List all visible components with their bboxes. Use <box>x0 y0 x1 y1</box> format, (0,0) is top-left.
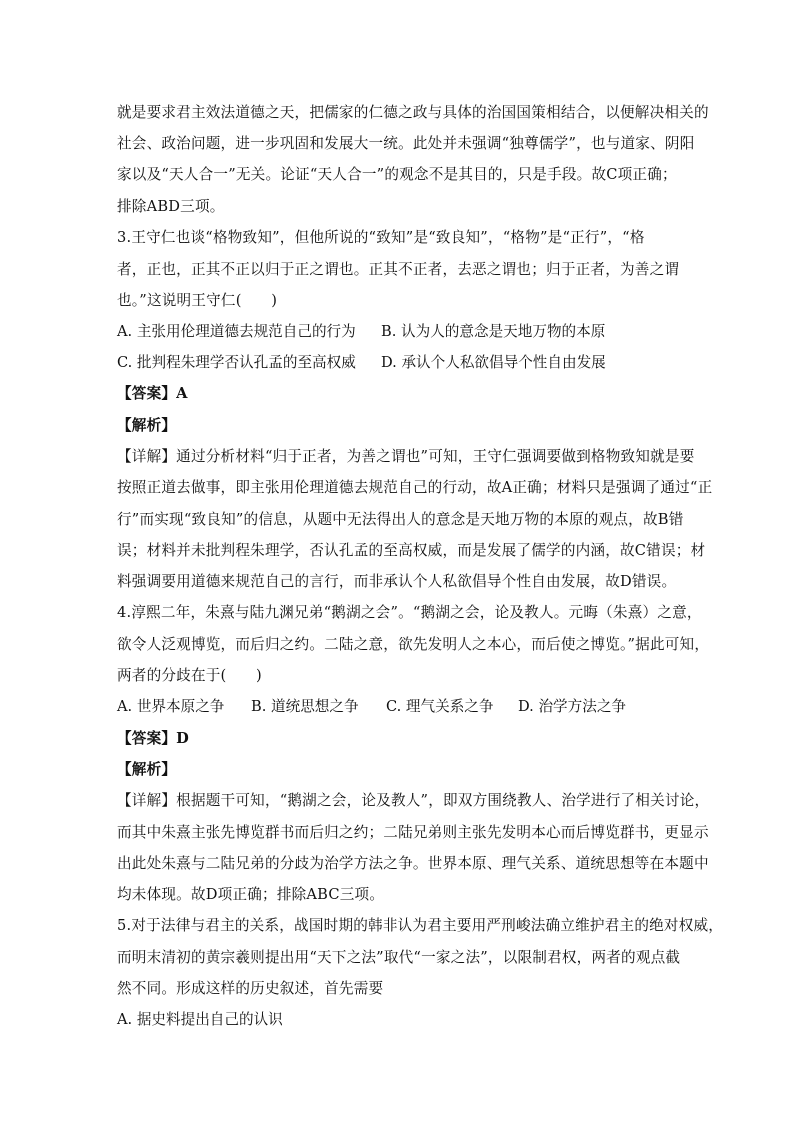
question-4-analysis-heading: 【解析】 <box>117 761 177 778</box>
question-3-option-b: B. 认为人的意念是天地万物的本原 <box>381 323 606 340</box>
question-3-stem: 也。”这说明王守仁( ) <box>117 292 278 309</box>
question-4-option-b: B. 道统思想之争 <box>251 698 359 715</box>
question-4-detail: 【详解】根据题干可知，“鹅湖之会，论及教人”，即双方围绕教人、治学进行了相关讨论， <box>117 792 710 809</box>
question-3-answer: 【答案】A <box>117 385 188 402</box>
question-3-option-d: D. 承认个人私欲倡导个性自由发展 <box>381 354 606 371</box>
question-3-option-c: C. 批判程朱理学否认孔孟的至高权威 <box>117 354 356 371</box>
question-4-stem: 4.淳熙二年，朱熹与陆九渊兄弟“鹅湖之会”。“鹅湖之会，论及教人。元晦（朱熹）之意， <box>117 604 702 621</box>
question-3-detail: 【详解】通过分析材料“归于正者，为善之谓也”可知，王守仁强调要做到格物致知就是要 <box>117 448 695 465</box>
question-4-detail: 均未体现。故D项正确；排除ABC三项。 <box>117 886 385 903</box>
question-3-detail: 按照正道去做事，即主张用伦理道德去规范自己的行动，故A正确；材料只是强调了通过“正 <box>117 479 713 496</box>
question-4-option-c: C. 理气关系之争 <box>386 698 494 715</box>
question-3-detail: 料强调要用道德来规范自己的言行，而非承认个人私欲倡导个性自由发展，故D错误。 <box>117 573 677 590</box>
text-line: 排除ABD三项。 <box>117 198 225 215</box>
question-4-detail: 而其中朱熹主张先博览群书而后归之约；二陆兄弟则主张先发明本心而后博览群书，更显示 <box>117 824 709 841</box>
question-5-option-a: A. 据史料提出自己的认识 <box>117 1011 283 1028</box>
question-4-option-d: D. 治学方法之争 <box>518 698 627 715</box>
question-3-analysis-heading: 【解析】 <box>117 417 177 434</box>
text-line: 就是要求君主效法道德之天，把儒家的仁德之政与具体的治国国策相结合，以便解决相关的 <box>117 104 709 121</box>
question-5-stem: 5.对于法律与君主的关系，战国时期的韩非认为君主要用严刑峻法确立维护君主的绝对权威， <box>117 917 724 934</box>
question-3-option-a: A. 主张用伦理道德去规范自己的行为 <box>117 323 356 340</box>
question-3-stem: 者，正也，正其不正以归于正之谓也。正其不正者，去恶之谓也；归于正者，为善之谓 <box>117 261 680 278</box>
text-line: 社会、政治问题，进一步巩固和发展大一统。此处并未强调“独尊儒学”，也与道家、阴阳 <box>117 135 695 152</box>
question-5-stem: 而明末清初的黄宗羲则提出用“天下之法”取代“一家之法”，以限制君权，两者的观点截 <box>117 949 681 966</box>
question-3-detail: 误；材料并未批判程朱理学，否认孔孟的至高权威，而是发展了儒学的内涵，故C错误；材 <box>117 542 706 559</box>
question-4-stem: 欲令人泛观博览，而后归之约。二陆之意，欲先发明人之本心，而后使之博览。”据此可知， <box>117 636 710 653</box>
question-4-detail: 出此处朱熹与二陆兄弟的分歧为治学方法之争。世界本原、理气关系、道统思想等在本题中 <box>117 855 709 872</box>
question-3-detail: 行”而实现“致良知”的信息，从题中无法得出人的意念是天地万物的本原的观点，故B错 <box>117 511 684 528</box>
question-4-option-a: A. 世界本原之争 <box>117 698 225 715</box>
question-4-stem: 两者的分歧在于( ) <box>117 667 262 684</box>
question-3-stem: 3.王守仁也谈“格物致知”，但他所说的“致知”是“致良知”，“格物”是“正行”，“格 <box>117 229 645 246</box>
question-5-stem: 然不同。形成这样的历史叙述，首先需要 <box>117 980 384 997</box>
text-line: 家以及“天人合一”无关。论证“天人合一”的观念不是其目的，只是手段。故C项正确； <box>117 166 677 183</box>
question-4-answer: 【答案】D <box>117 730 190 747</box>
